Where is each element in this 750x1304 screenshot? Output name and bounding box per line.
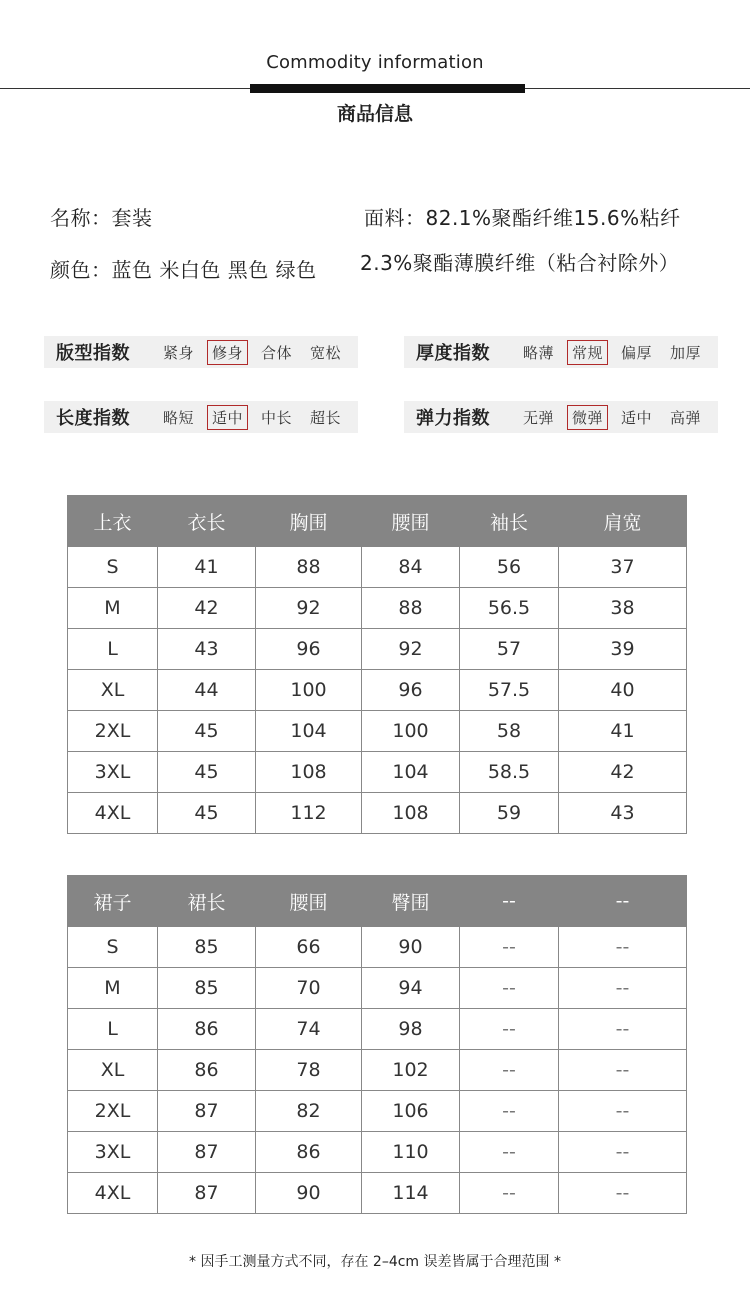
top-table-cell: 92 <box>362 629 460 670</box>
table-row <box>68 588 687 629</box>
skirt-table-cell: 110 <box>362 1132 460 1173</box>
product-colors: 颜色：蓝色 米白色 黑色 绿色 <box>50 258 317 282</box>
top-table-cell: 56 <box>460 547 559 588</box>
skirt-table-cell: 3XL <box>68 1132 158 1173</box>
length-option: 适中 <box>207 405 248 430</box>
skirt-table-cell: 98 <box>362 1009 460 1050</box>
elasticity-option: 无弹 <box>523 408 555 427</box>
skirt-table-header-row <box>68 876 687 927</box>
top-table-cell: 4XL <box>68 793 158 834</box>
skirt-table-cell: -- <box>460 1009 559 1050</box>
top-table-cell: 42 <box>559 752 687 793</box>
product-fabric-line2: 2.3%聚酯薄膜纤维（粘合衬除外） <box>360 251 680 275</box>
top-table-cell: 96 <box>256 629 362 670</box>
table-row <box>68 1132 687 1173</box>
skirt-table-cell: -- <box>460 1132 559 1173</box>
elasticity-option: 适中 <box>621 408 653 427</box>
top-table-cell: 43 <box>559 793 687 834</box>
top-table-cell: 57 <box>460 629 559 670</box>
top-table-cell: L <box>68 629 158 670</box>
skirt-table-cell: M <box>68 968 158 1009</box>
product-fabric-line1: 面料：82.1%聚酯纤维15.6%粘纤 <box>364 206 681 230</box>
fit-option: 合体 <box>261 343 293 362</box>
thickness-index-title: 厚度指数 <box>416 343 490 364</box>
table-row <box>68 793 687 834</box>
elasticity-option: 高弹 <box>670 408 702 427</box>
top-table-cell: 84 <box>362 547 460 588</box>
top-table-header-cell: 上衣 <box>68 496 158 547</box>
top-table-cell: 88 <box>362 588 460 629</box>
measurement-note: * 因手工测量方式不同，存在 2–4cm 误差皆属于合理范围 * <box>189 1254 561 1270</box>
fit-option: 紧身 <box>163 343 195 362</box>
skirt-table-cell: 90 <box>256 1173 362 1214</box>
table-row <box>68 1091 687 1132</box>
fit-option: 宽松 <box>310 343 342 362</box>
length-option: 超长 <box>310 408 342 427</box>
top-table-cell: XL <box>68 670 158 711</box>
skirt-table-cell: 2XL <box>68 1091 158 1132</box>
table-row <box>68 629 687 670</box>
top-table-cell: 58.5 <box>460 752 559 793</box>
top-table-cell: 100 <box>362 711 460 752</box>
thickness-option: 略薄 <box>523 343 555 362</box>
fit-option: 修身 <box>207 340 248 365</box>
skirt-table-cell: 70 <box>256 968 362 1009</box>
thickness-option: 常规 <box>567 340 608 365</box>
top-table-header-row <box>68 496 687 547</box>
skirt-table-cell: -- <box>559 1009 687 1050</box>
top-table-cell: 112 <box>256 793 362 834</box>
skirt-table-cell: 85 <box>158 968 256 1009</box>
skirt-table-cell: -- <box>460 1173 559 1214</box>
skirt-table-cell: 87 <box>158 1173 256 1214</box>
skirt-table-cell: -- <box>559 1173 687 1214</box>
skirt-table-cell: 85 <box>158 927 256 968</box>
table-row <box>68 927 687 968</box>
length-option: 略短 <box>163 408 195 427</box>
skirt-table-cell: -- <box>460 1091 559 1132</box>
elasticity-option: 微弹 <box>567 405 608 430</box>
top-table-cell: 57.5 <box>460 670 559 711</box>
skirt-table-cell: 66 <box>256 927 362 968</box>
table-row <box>68 670 687 711</box>
top-table-cell: 3XL <box>68 752 158 793</box>
skirt-table-cell: 87 <box>158 1132 256 1173</box>
product-name: 名称：套装 <box>50 206 153 230</box>
skirt-table-cell: 106 <box>362 1091 460 1132</box>
top-table-cell: 44 <box>158 670 256 711</box>
table-row <box>68 547 687 588</box>
skirt-table-cell: -- <box>460 968 559 1009</box>
skirt-table-cell: 86 <box>256 1132 362 1173</box>
skirt-table-cell: -- <box>460 927 559 968</box>
top-table-cell: 92 <box>256 588 362 629</box>
skirt-table-cell: 90 <box>362 927 460 968</box>
top-table-cell: 2XL <box>68 711 158 752</box>
top-table-cell: 104 <box>256 711 362 752</box>
top-table-cell: 45 <box>158 752 256 793</box>
top-table-cell: 108 <box>256 752 362 793</box>
top-table-header-cell: 袖长 <box>460 496 559 547</box>
skirt-table-cell: 102 <box>362 1050 460 1091</box>
thickness-option: 加厚 <box>670 343 702 362</box>
top-size-table <box>67 495 687 834</box>
skirt-table-cell: 94 <box>362 968 460 1009</box>
skirt-table-cell: S <box>68 927 158 968</box>
top-table-cell: 58 <box>460 711 559 752</box>
skirt-table-cell: 87 <box>158 1091 256 1132</box>
skirt-table-header-cell: 裙长 <box>158 876 256 927</box>
skirt-table-cell: 78 <box>256 1050 362 1091</box>
top-table-cell: S <box>68 547 158 588</box>
top-table-cell: 41 <box>559 711 687 752</box>
skirt-table-cell: XL <box>68 1050 158 1091</box>
skirt-table-cell: -- <box>559 927 687 968</box>
skirt-table-cell: -- <box>559 968 687 1009</box>
table-row <box>68 968 687 1009</box>
top-table-cell: 45 <box>158 711 256 752</box>
skirt-table-cell: 74 <box>256 1009 362 1050</box>
fit-index <box>44 336 358 368</box>
table-row <box>68 711 687 752</box>
skirt-table-cell: 82 <box>256 1091 362 1132</box>
title-english: Commodity information <box>266 52 484 73</box>
top-table-cell: 41 <box>158 547 256 588</box>
header-accent-bar <box>250 84 525 93</box>
elasticity-index-title: 弹力指数 <box>416 408 490 429</box>
skirt-table-cell: 114 <box>362 1173 460 1214</box>
top-table-cell: 108 <box>362 793 460 834</box>
skirt-table-cell: L <box>68 1009 158 1050</box>
top-table-cell: 37 <box>559 547 687 588</box>
skirt-table-cell: -- <box>460 1050 559 1091</box>
top-table-cell: 39 <box>559 629 687 670</box>
top-table-cell: 100 <box>256 670 362 711</box>
top-table-cell: 45 <box>158 793 256 834</box>
length-index-title: 长度指数 <box>56 408 130 429</box>
skirt-table-cell: -- <box>559 1132 687 1173</box>
skirt-table-header-cell: 臀围 <box>362 876 460 927</box>
skirt-table-cell: 4XL <box>68 1173 158 1214</box>
skirt-table-header-cell: 腰围 <box>256 876 362 927</box>
skirt-table-header-cell: -- <box>460 876 559 927</box>
top-table-cell: 40 <box>559 670 687 711</box>
top-table-cell: 104 <box>362 752 460 793</box>
top-table-header-cell: 腰围 <box>362 496 460 547</box>
skirt-table-cell: 86 <box>158 1009 256 1050</box>
top-table-cell: 43 <box>158 629 256 670</box>
top-table-header-cell: 胸围 <box>256 496 362 547</box>
fit-index-title: 版型指数 <box>56 343 130 364</box>
skirt-table-cell: -- <box>559 1050 687 1091</box>
table-row <box>68 1173 687 1214</box>
top-table-cell: 56.5 <box>460 588 559 629</box>
length-index <box>44 401 358 433</box>
table-row <box>68 752 687 793</box>
top-table-cell: 42 <box>158 588 256 629</box>
table-row <box>68 1050 687 1091</box>
top-table-cell: 88 <box>256 547 362 588</box>
top-table-header-cell: 衣长 <box>158 496 256 547</box>
top-table-cell: 38 <box>559 588 687 629</box>
length-option: 中长 <box>261 408 293 427</box>
title-chinese: 商品信息 <box>336 103 413 125</box>
skirt-table-header-cell: 裙子 <box>68 876 158 927</box>
skirt-table-cell: -- <box>559 1091 687 1132</box>
thickness-option: 偏厚 <box>621 343 653 362</box>
top-table-cell: M <box>68 588 158 629</box>
skirt-table-cell: 86 <box>158 1050 256 1091</box>
thickness-index <box>404 336 718 368</box>
top-table-header-cell: 肩宽 <box>559 496 687 547</box>
top-table-cell: 96 <box>362 670 460 711</box>
elasticity-index <box>404 401 718 433</box>
skirt-table-header-cell: -- <box>559 876 687 927</box>
top-table-cell: 59 <box>460 793 559 834</box>
skirt-size-table <box>67 875 687 1214</box>
table-row <box>68 1009 687 1050</box>
